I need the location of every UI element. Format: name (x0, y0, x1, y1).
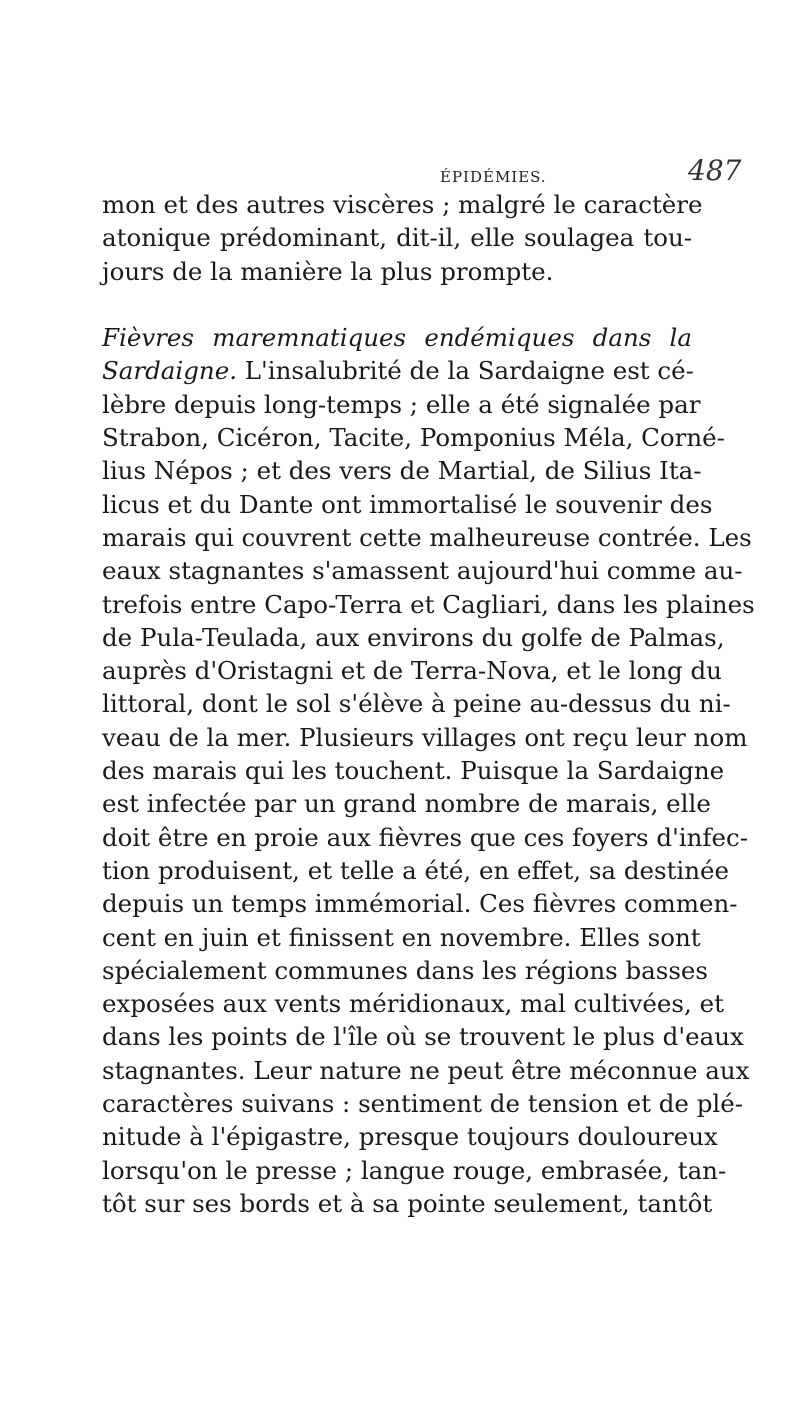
page-number: 487 (688, 154, 742, 187)
text-line: dans les points de l'île où se trouvent le plus d'eaux (102, 1022, 744, 1052)
paragraph-continuation (102, 188, 703, 288)
text-line: des marais qui les touchent. Puisque la Sardaigne (102, 756, 725, 786)
text-line: auprès d'Oristagni et de Terra-Nova, et le long du (102, 656, 722, 686)
text-line: marais qui couvrent cette malheureuse contrée. Les (102, 522, 752, 552)
text-line: tôt sur ses bords et à sa pointe seulement, tantôt (102, 1188, 713, 1218)
text-line: depuis un temps immémorial. Ces fièvres commen- (102, 889, 738, 919)
text-line: nitude à l'épigastre, presque toujours douloureux (102, 1122, 718, 1152)
text-line (102, 354, 692, 387)
section-heading-continuation: Sardaigne. (102, 356, 237, 386)
text-line-rest: L'insalubrité de la Sardaigne est cé- (236, 356, 694, 386)
paragraph-sardaigne (102, 321, 755, 1220)
running-title: ÉPIDÉMIES. (440, 168, 547, 186)
text-line: est infectée par un grand nombre de marais, elle (102, 789, 711, 819)
text-line: atonique prédominant, dit-il, elle soulagea tou- (102, 223, 692, 253)
text-line: stagnantes. Leur nature ne peut être méconnue aux (102, 1055, 750, 1085)
text-line: jours de la manière la plus prompte. (102, 256, 554, 286)
text-line: de Pula-Teulada, aux environs du golfe de Palmas, (102, 622, 725, 652)
text-line: doit être en proie aux fièvres que ces foyers d'infec- (102, 822, 748, 852)
paragraph-gap (102, 288, 692, 321)
text-line: cent en juin et finissent en novembre. Elles sont (102, 922, 701, 952)
text-line: exposées aux vents méridionaux, mal cultivées, et (102, 989, 724, 1019)
text-line: lèbre depuis long-temps ; elle a été signalée par (102, 389, 701, 419)
text-line: tion produisent, et telle a été, en effet, sa destinée (102, 855, 730, 885)
body-text (102, 188, 755, 1220)
text-line: lius Népos ; et des vers de Martial, de Silius Ita- (102, 456, 702, 486)
text-line: licus et du Dante ont immortalisé le souvenir des (102, 489, 713, 519)
text-line: mon et des autres viscères ; malgré le caractère (102, 190, 703, 219)
text-line: lorsqu'on le presse ; langue rouge, embrasée, tan- (102, 1155, 727, 1185)
text-line: eaux stagnantes s'amassent aujourd'hui comme au- (102, 556, 743, 586)
section-heading: Fièvres maremnatiques endémiques dans la (102, 323, 692, 353)
text-line: caractères suivans : sentiment de tension et de plé- (102, 1089, 743, 1119)
text-line: Strabon, Cicéron, Tacite, Pomponius Méla, Corné- (102, 423, 725, 453)
text-line: veau de la mer. Plusieurs villages ont reçu leur nom (102, 722, 748, 752)
text-line: spécialement communes dans les régions basses (102, 955, 709, 985)
text-line: littoral, dont le sol s'élève à peine au-dessus du ni- (102, 689, 731, 719)
text-line: trefois entre Capo-Terra et Cagliari, dans les plaines (102, 589, 755, 619)
